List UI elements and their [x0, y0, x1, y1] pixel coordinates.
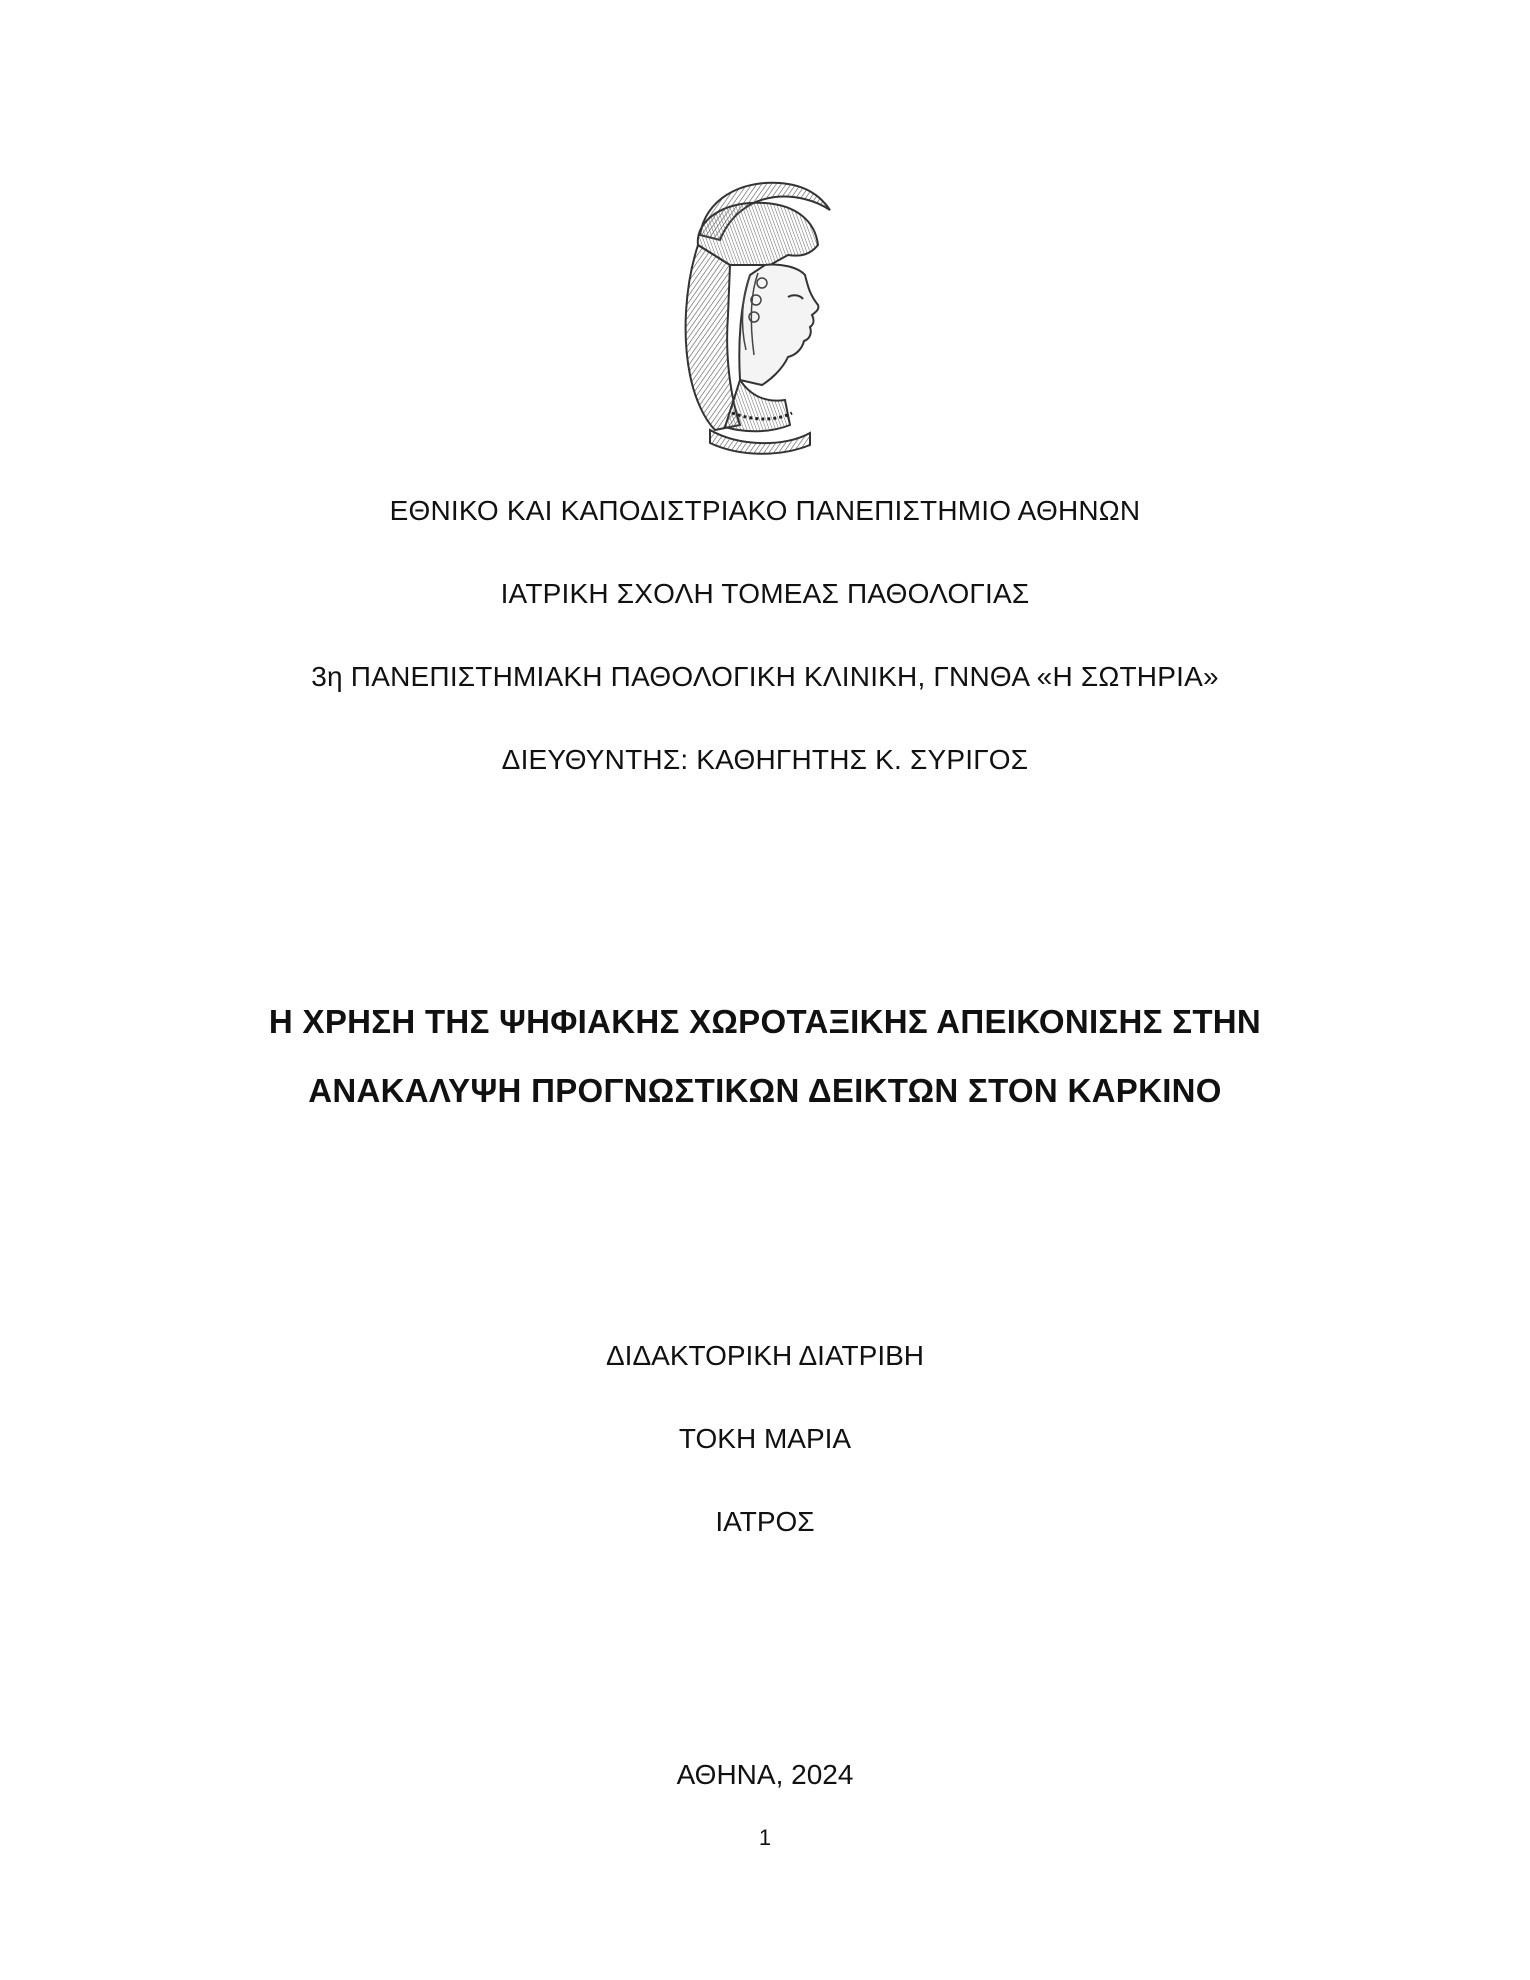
clinic-name: 3η ΠΑΝΕΠΙΣΤΗΜΙΑΚΗ ΠΑΘΟΛΟΓΙΚΗ ΚΛΙΝΙΚΗ, ΓΝΝΘΑ «Η ΣΩΤΗΡΙΑ» — [311, 661, 1219, 692]
school-name: ΙΑΤΡΙΚΗ ΣΧΟΛΗ ΤΟΜΕΑΣ ΠΑΘΟΛΟΓΙΑΣ — [500, 578, 1030, 609]
thesis-title-line-1: Η ΧΡΗΣΗ ΤΗΣ ΨΗΦΙΑΚΗΣ ΧΩΡΟΤΑΞΙΚΗΣ ΑΠΕΙΚΟΝΙΣΗΣ ΣΤΗΝ — [268, 1003, 1262, 1040]
director-line: ΔΙΕΥΘΥΝΤΗΣ: ΚΑΘΗΓΗΤΗΣ Κ. ΣΥΡΙΓΟΣ — [501, 744, 1029, 775]
university-name: ΕΘΝΙΚΟ ΚΑΙ ΚΑΠΟΔΙΣΤΡΙΑΚΟ ΠΑΝΕΠΙΣΤΗΜΙΟ ΑΘΗΝΩΝ — [389, 495, 1141, 526]
athena-head-emblem-icon — [670, 175, 850, 455]
place-date: ΑΘΗΝΑ, 2024 — [676, 1759, 854, 1790]
thesis-type: ΔΙΔΑΚΤΟΡΙΚΗ ΔΙΑΤΡΙΒΗ — [605, 1340, 925, 1371]
page-number: 1 — [758, 1825, 772, 1850]
thesis-title-line-2: ΑΝΑΚΑΛΥΨΗ ΠΡΟΓΝΩΣΤΙΚΩΝ ΔΕΙΚΤΩΝ ΣΤΟΝ ΚΑΡΚΙΝΟ — [308, 1072, 1222, 1109]
author-profession: ΙΑΤΡΟΣ — [715, 1506, 815, 1537]
author-name: ΤΟΚΗ ΜΑΡΙΑ — [678, 1423, 852, 1454]
